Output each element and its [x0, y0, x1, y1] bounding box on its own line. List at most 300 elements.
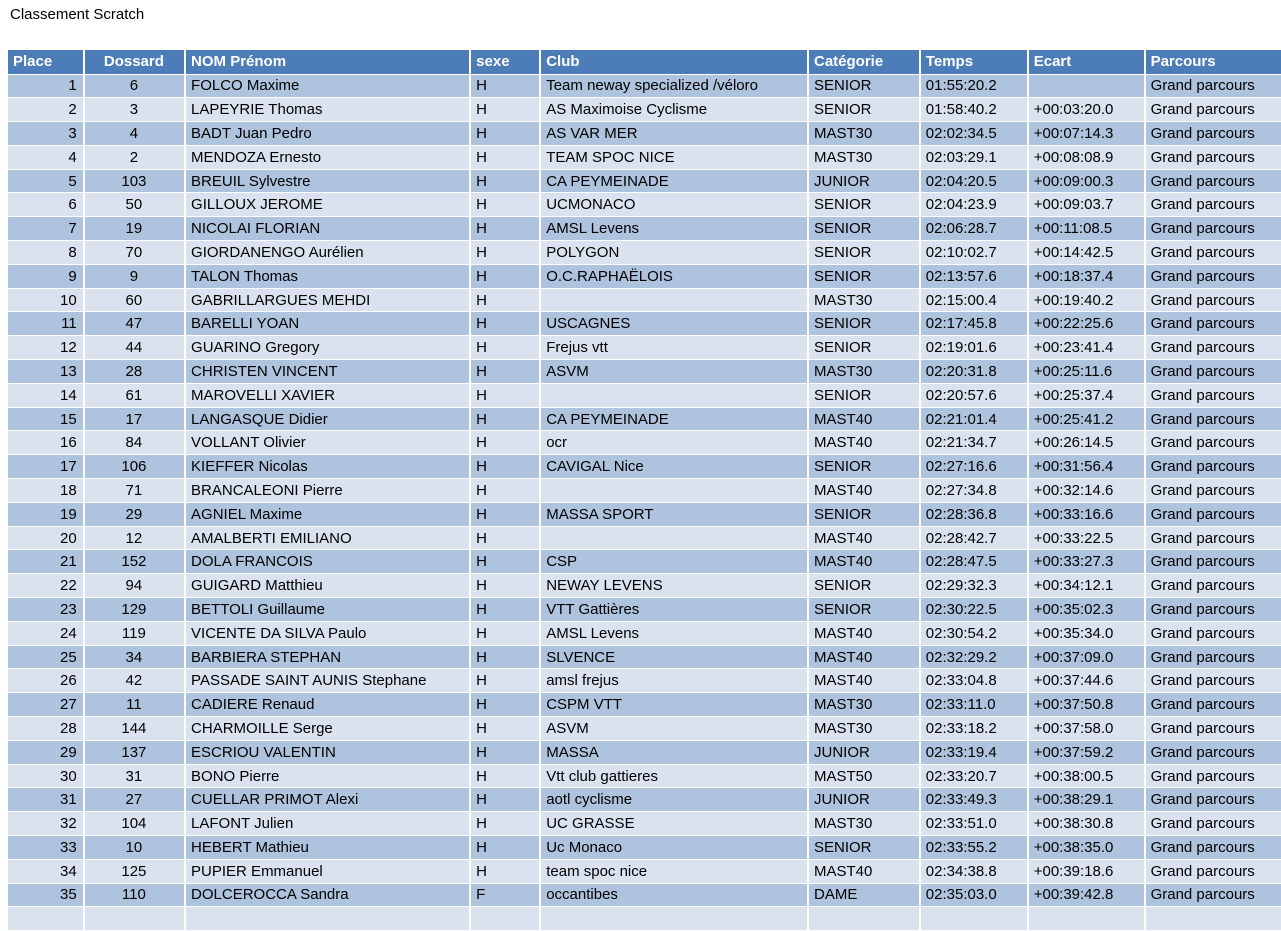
- table-row: [8, 217, 1281, 241]
- cell-dossard: 17: [84, 407, 185, 431]
- cell-ecart: +00:25:41.2: [1028, 407, 1145, 431]
- cell-sexe: H: [470, 217, 540, 241]
- cell-sexe: H: [470, 645, 540, 669]
- cell-dossard: 10: [84, 836, 185, 860]
- cell-ecart: +00:33:22.5: [1028, 526, 1145, 550]
- cell-ecart: +00:38:00.5: [1028, 764, 1145, 788]
- cell-nom_prenom: GUIGARD Matthieu: [185, 574, 470, 598]
- cell-parcours: Grand parcours: [1145, 145, 1281, 169]
- cell-ecart: +00:25:11.6: [1028, 360, 1145, 384]
- header-row: [8, 50, 1281, 74]
- cell-temps: 02:21:01.4: [920, 407, 1028, 431]
- header-cell-dossard: Dossard: [84, 50, 185, 74]
- cell-nom_prenom: PASSADE SAINT AUNIS Stephane: [185, 669, 470, 693]
- cell-dossard: 29: [84, 502, 185, 526]
- cell-dossard: 3: [84, 98, 185, 122]
- cell-ecart: +00:38:35.0: [1028, 836, 1145, 860]
- table-row: [8, 312, 1281, 336]
- cell-parcours: Grand parcours: [1145, 169, 1281, 193]
- cell-dossard: 50: [84, 193, 185, 217]
- cell-club: TEAM SPOC NICE: [540, 145, 808, 169]
- cell-categorie: MAST30: [808, 145, 920, 169]
- cell-club: CSPM VTT: [540, 693, 808, 717]
- cell-club: team spoc nice: [540, 859, 808, 883]
- cell-parcours: Grand parcours: [1145, 764, 1281, 788]
- cell-place: 15: [8, 407, 84, 431]
- cell-ecart: +00:25:37.4: [1028, 383, 1145, 407]
- table-row: [8, 383, 1281, 407]
- cell-ecart: +00:39:42.8: [1028, 883, 1145, 907]
- cell-sexe: H: [470, 455, 540, 479]
- cell-parcours: Grand parcours: [1145, 812, 1281, 836]
- cell-place: 31: [8, 788, 84, 812]
- cell-categorie: SENIOR: [808, 502, 920, 526]
- cell-temps: 02:28:42.7: [920, 526, 1028, 550]
- cell-temps: 02:04:20.5: [920, 169, 1028, 193]
- cell-club: O.C.RAPHAËLOIS: [540, 264, 808, 288]
- cell-sexe: H: [470, 122, 540, 146]
- cell-place: 23: [8, 598, 84, 622]
- cell-sexe: H: [470, 336, 540, 360]
- cell-ecart: +00:34:12.1: [1028, 574, 1145, 598]
- cell-temps: 02:03:29.1: [920, 145, 1028, 169]
- cell-nom_prenom: CHRISTEN VINCENT: [185, 360, 470, 384]
- cell-dossard: 152: [84, 550, 185, 574]
- cell-dossard: 6: [84, 74, 185, 98]
- table-row: [8, 479, 1281, 503]
- cell-nom_prenom: GILLOUX JEROME: [185, 193, 470, 217]
- cell-club: [540, 288, 808, 312]
- cell-club: Team neway specialized /véloro: [540, 74, 808, 98]
- cell-temps: 02:27:16.6: [920, 455, 1028, 479]
- cell-nom_prenom: DOLA FRANCOIS: [185, 550, 470, 574]
- cell-parcours: Grand parcours: [1145, 740, 1281, 764]
- cell-dossard: 4: [84, 122, 185, 146]
- cell-club: AS VAR MER: [540, 122, 808, 146]
- cell-parcours: Grand parcours: [1145, 788, 1281, 812]
- cell-parcours: Grand parcours: [1145, 122, 1281, 146]
- cell-sexe: H: [470, 812, 540, 836]
- cell-dossard: 129: [84, 598, 185, 622]
- cell-ecart: +00:37:44.6: [1028, 669, 1145, 693]
- cell-place: 16: [8, 431, 84, 455]
- cell-place: 34: [8, 859, 84, 883]
- cell-dossard: 61: [84, 383, 185, 407]
- cell-temps: 02:06:28.7: [920, 217, 1028, 241]
- cell-categorie: DAME: [808, 883, 920, 907]
- cell-sexe: H: [470, 836, 540, 860]
- cell-nom_prenom: NICOLAI FLORIAN: [185, 217, 470, 241]
- cell-dossard: 119: [84, 621, 185, 645]
- header-cell-club: Club: [540, 50, 808, 74]
- cell-categorie: MAST30: [808, 693, 920, 717]
- cell-ecart: +00:37:50.8: [1028, 693, 1145, 717]
- cell-club: ASVM: [540, 360, 808, 384]
- cell-empty: [470, 907, 540, 931]
- cell-nom_prenom: BARELLI YOAN: [185, 312, 470, 336]
- cell-club: Vtt club gattieres: [540, 764, 808, 788]
- cell-parcours: Grand parcours: [1145, 360, 1281, 384]
- cell-nom_prenom: ESCRIOU VALENTIN: [185, 740, 470, 764]
- cell-categorie: SENIOR: [808, 836, 920, 860]
- results-table: [8, 50, 1281, 931]
- cell-empty: [84, 907, 185, 931]
- cell-temps: 02:30:22.5: [920, 598, 1028, 622]
- cell-ecart: +00:26:14.5: [1028, 431, 1145, 455]
- cell-ecart: +00:37:59.2: [1028, 740, 1145, 764]
- cell-place: 18: [8, 479, 84, 503]
- table-row: [8, 502, 1281, 526]
- cell-categorie: MAST30: [808, 812, 920, 836]
- cell-parcours: Grand parcours: [1145, 217, 1281, 241]
- cell-temps: 01:55:20.2: [920, 74, 1028, 98]
- cell-club: CSP: [540, 550, 808, 574]
- cell-place: 24: [8, 621, 84, 645]
- cell-club: occantibes: [540, 883, 808, 907]
- cell-club: MASSA: [540, 740, 808, 764]
- cell-ecart: +00:38:30.8: [1028, 812, 1145, 836]
- cell-parcours: Grand parcours: [1145, 193, 1281, 217]
- cell-sexe: H: [470, 598, 540, 622]
- cell-place: 22: [8, 574, 84, 598]
- cell-place: 26: [8, 669, 84, 693]
- table-row: [8, 621, 1281, 645]
- cell-dossard: 60: [84, 288, 185, 312]
- cell-club: VTT Gattières: [540, 598, 808, 622]
- cell-sexe: H: [470, 288, 540, 312]
- table-row: [8, 431, 1281, 455]
- cell-categorie: SENIOR: [808, 74, 920, 98]
- cell-parcours: Grand parcours: [1145, 526, 1281, 550]
- cell-parcours: Grand parcours: [1145, 288, 1281, 312]
- cell-sexe: H: [470, 383, 540, 407]
- cell-categorie: SENIOR: [808, 98, 920, 122]
- table-row: [8, 360, 1281, 384]
- cell-ecart: [1028, 74, 1145, 98]
- cell-club: amsl frejus: [540, 669, 808, 693]
- cell-ecart: +00:11:08.5: [1028, 217, 1145, 241]
- cell-club: [540, 383, 808, 407]
- cell-place: 25: [8, 645, 84, 669]
- cell-sexe: H: [470, 526, 540, 550]
- cell-sexe: H: [470, 764, 540, 788]
- cell-parcours: Grand parcours: [1145, 883, 1281, 907]
- cell-temps: 02:30:54.2: [920, 621, 1028, 645]
- cell-sexe: H: [470, 360, 540, 384]
- header-cell-nom_prenom: NOM Prénom: [185, 50, 470, 74]
- cell-temps: 02:13:57.6: [920, 264, 1028, 288]
- cell-categorie: MAST40: [808, 431, 920, 455]
- cell-parcours: Grand parcours: [1145, 859, 1281, 883]
- cell-club: SLVENCE: [540, 645, 808, 669]
- cell-temps: 02:33:18.2: [920, 717, 1028, 741]
- cell-nom_prenom: MENDOZA Ernesto: [185, 145, 470, 169]
- cell-temps: 02:04:23.9: [920, 193, 1028, 217]
- cell-parcours: Grand parcours: [1145, 74, 1281, 98]
- cell-nom_prenom: AMALBERTI EMILIANO: [185, 526, 470, 550]
- cell-nom_prenom: BADT Juan Pedro: [185, 122, 470, 146]
- cell-club: POLYGON: [540, 241, 808, 265]
- cell-parcours: Grand parcours: [1145, 621, 1281, 645]
- cell-place: 6: [8, 193, 84, 217]
- header-cell-temps: Temps: [920, 50, 1028, 74]
- table-row: [8, 122, 1281, 146]
- cell-empty: [185, 907, 470, 931]
- cell-dossard: 34: [84, 645, 185, 669]
- cell-temps: 02:35:03.0: [920, 883, 1028, 907]
- cell-categorie: SENIOR: [808, 455, 920, 479]
- cell-categorie: MAST40: [808, 407, 920, 431]
- cell-empty: [540, 907, 808, 931]
- table-row: [8, 836, 1281, 860]
- cell-nom_prenom: CADIERE Renaud: [185, 693, 470, 717]
- table-header: [8, 50, 1281, 74]
- cell-nom_prenom: VICENTE DA SILVA Paulo: [185, 621, 470, 645]
- cell-dossard: 42: [84, 669, 185, 693]
- cell-parcours: Grand parcours: [1145, 693, 1281, 717]
- cell-dossard: 12: [84, 526, 185, 550]
- cell-categorie: MAST40: [808, 526, 920, 550]
- cell-ecart: +00:33:27.3: [1028, 550, 1145, 574]
- cell-nom_prenom: TALON Thomas: [185, 264, 470, 288]
- cell-categorie: SENIOR: [808, 264, 920, 288]
- table-row: [8, 407, 1281, 431]
- table-row: [8, 550, 1281, 574]
- cell-ecart: +00:35:34.0: [1028, 621, 1145, 645]
- cell-parcours: Grand parcours: [1145, 312, 1281, 336]
- cell-club: Uc Monaco: [540, 836, 808, 860]
- cell-categorie: SENIOR: [808, 241, 920, 265]
- cell-sexe: H: [470, 693, 540, 717]
- cell-sexe: H: [470, 502, 540, 526]
- cell-temps: 02:21:34.7: [920, 431, 1028, 455]
- cell-sexe: H: [470, 193, 540, 217]
- cell-parcours: Grand parcours: [1145, 383, 1281, 407]
- cell-place: 13: [8, 360, 84, 384]
- cell-parcours: Grand parcours: [1145, 502, 1281, 526]
- cell-ecart: +00:37:58.0: [1028, 717, 1145, 741]
- cell-club: AS Maximoise Cyclisme: [540, 98, 808, 122]
- partial-row: [8, 907, 1281, 931]
- cell-club: [540, 479, 808, 503]
- cell-categorie: SENIOR: [808, 574, 920, 598]
- cell-categorie: MAST30: [808, 360, 920, 384]
- table-row: [8, 812, 1281, 836]
- cell-temps: 02:33:55.2: [920, 836, 1028, 860]
- cell-club: ocr: [540, 431, 808, 455]
- cell-ecart: +00:19:40.2: [1028, 288, 1145, 312]
- cell-parcours: Grand parcours: [1145, 645, 1281, 669]
- cell-temps: 02:17:45.8: [920, 312, 1028, 336]
- cell-categorie: MAST40: [808, 669, 920, 693]
- cell-dossard: 84: [84, 431, 185, 455]
- cell-temps: 02:33:49.3: [920, 788, 1028, 812]
- cell-nom_prenom: FOLCO Maxime: [185, 74, 470, 98]
- cell-nom_prenom: GIORDANENGO Aurélien: [185, 241, 470, 265]
- cell-club: UC GRASSE: [540, 812, 808, 836]
- cell-categorie: JUNIOR: [808, 169, 920, 193]
- table-row: [8, 74, 1281, 98]
- cell-temps: 02:33:19.4: [920, 740, 1028, 764]
- cell-nom_prenom: PUPIER Emmanuel: [185, 859, 470, 883]
- cell-ecart: +00:18:37.4: [1028, 264, 1145, 288]
- cell-dossard: 19: [84, 217, 185, 241]
- header-cell-parcours: Parcours: [1145, 50, 1281, 74]
- cell-categorie: SENIOR: [808, 312, 920, 336]
- cell-place: 2: [8, 98, 84, 122]
- table-row: [8, 740, 1281, 764]
- cell-temps: 02:15:00.4: [920, 288, 1028, 312]
- page-title: Classement Scratch: [10, 6, 145, 23]
- cell-place: 33: [8, 836, 84, 860]
- cell-sexe: H: [470, 669, 540, 693]
- table-row: [8, 669, 1281, 693]
- cell-temps: 02:33:51.0: [920, 812, 1028, 836]
- cell-categorie: JUNIOR: [808, 740, 920, 764]
- cell-nom_prenom: BREUIL Sylvestre: [185, 169, 470, 193]
- cell-parcours: Grand parcours: [1145, 336, 1281, 360]
- cell-nom_prenom: BARBIERA STEPHAN: [185, 645, 470, 669]
- table-row: [8, 145, 1281, 169]
- cell-parcours: Grand parcours: [1145, 455, 1281, 479]
- cell-sexe: H: [470, 241, 540, 265]
- cell-club: USCAGNES: [540, 312, 808, 336]
- table-row: [8, 717, 1281, 741]
- cell-ecart: +00:08:08.9: [1028, 145, 1145, 169]
- table-row: [8, 574, 1281, 598]
- cell-dossard: 47: [84, 312, 185, 336]
- table-row: [8, 693, 1281, 717]
- cell-ecart: +00:39:18.6: [1028, 859, 1145, 883]
- cell-parcours: Grand parcours: [1145, 550, 1281, 574]
- cell-categorie: MAST30: [808, 288, 920, 312]
- cell-parcours: Grand parcours: [1145, 98, 1281, 122]
- cell-place: 35: [8, 883, 84, 907]
- cell-ecart: +00:22:25.6: [1028, 312, 1145, 336]
- cell-place: 3: [8, 122, 84, 146]
- cell-place: 21: [8, 550, 84, 574]
- cell-nom_prenom: MAROVELLI XAVIER: [185, 383, 470, 407]
- cell-categorie: MAST50: [808, 764, 920, 788]
- cell-temps: 02:33:04.8: [920, 669, 1028, 693]
- cell-nom_prenom: LAFONT Julien: [185, 812, 470, 836]
- cell-parcours: Grand parcours: [1145, 431, 1281, 455]
- cell-place: 20: [8, 526, 84, 550]
- cell-empty: [1028, 907, 1145, 931]
- cell-nom_prenom: AGNIEL Maxime: [185, 502, 470, 526]
- table-row: [8, 169, 1281, 193]
- cell-categorie: JUNIOR: [808, 788, 920, 812]
- cell-temps: 02:32:29.2: [920, 645, 1028, 669]
- cell-dossard: 44: [84, 336, 185, 360]
- cell-sexe: H: [470, 74, 540, 98]
- cell-dossard: 110: [84, 883, 185, 907]
- cell-dossard: 94: [84, 574, 185, 598]
- cell-parcours: Grand parcours: [1145, 241, 1281, 265]
- cell-place: 12: [8, 336, 84, 360]
- cell-dossard: 106: [84, 455, 185, 479]
- table-row: [8, 883, 1281, 907]
- cell-dossard: 144: [84, 717, 185, 741]
- cell-ecart: +00:09:03.7: [1028, 193, 1145, 217]
- header-cell-categorie: Catégorie: [808, 50, 920, 74]
- cell-place: 5: [8, 169, 84, 193]
- cell-temps: 02:33:11.0: [920, 693, 1028, 717]
- cell-club: Frejus vtt: [540, 336, 808, 360]
- cell-dossard: 11: [84, 693, 185, 717]
- cell-categorie: SENIOR: [808, 193, 920, 217]
- cell-temps: 02:20:31.8: [920, 360, 1028, 384]
- cell-place: 19: [8, 502, 84, 526]
- cell-sexe: H: [470, 479, 540, 503]
- cell-dossard: 27: [84, 788, 185, 812]
- cell-nom_prenom: LANGASQUE Didier: [185, 407, 470, 431]
- cell-place: 30: [8, 764, 84, 788]
- cell-sexe: H: [470, 312, 540, 336]
- cell-sexe: H: [470, 574, 540, 598]
- cell-temps: 02:10:02.7: [920, 241, 1028, 265]
- cell-club: ASVM: [540, 717, 808, 741]
- cell-categorie: MAST40: [808, 621, 920, 645]
- cell-place: 32: [8, 812, 84, 836]
- cell-categorie: MAST30: [808, 717, 920, 741]
- cell-club: [540, 526, 808, 550]
- cell-categorie: MAST40: [808, 645, 920, 669]
- cell-nom_prenom: GUARINO Gregory: [185, 336, 470, 360]
- cell-place: 17: [8, 455, 84, 479]
- cell-categorie: MAST30: [808, 122, 920, 146]
- cell-parcours: Grand parcours: [1145, 574, 1281, 598]
- cell-parcours: Grand parcours: [1145, 598, 1281, 622]
- cell-nom_prenom: GABRILLARGUES MEHDI: [185, 288, 470, 312]
- cell-place: 14: [8, 383, 84, 407]
- cell-ecart: +00:38:29.1: [1028, 788, 1145, 812]
- cell-parcours: Grand parcours: [1145, 717, 1281, 741]
- table-row: [8, 98, 1281, 122]
- cell-club: UCMONACO: [540, 193, 808, 217]
- cell-place: 29: [8, 740, 84, 764]
- cell-categorie: SENIOR: [808, 383, 920, 407]
- cell-ecart: +00:23:41.4: [1028, 336, 1145, 360]
- cell-dossard: 28: [84, 360, 185, 384]
- table-row: [8, 526, 1281, 550]
- cell-ecart: +00:31:56.4: [1028, 455, 1145, 479]
- table-row: [8, 598, 1281, 622]
- cell-categorie: MAST40: [808, 859, 920, 883]
- cell-club: aotl cyclisme: [540, 788, 808, 812]
- cell-dossard: 71: [84, 479, 185, 503]
- header-cell-sexe: sexe: [470, 50, 540, 74]
- cell-dossard: 104: [84, 812, 185, 836]
- cell-parcours: Grand parcours: [1145, 479, 1281, 503]
- cell-dossard: 70: [84, 241, 185, 265]
- cell-ecart: +00:32:14.6: [1028, 479, 1145, 503]
- cell-ecart: +00:09:00.3: [1028, 169, 1145, 193]
- cell-place: 7: [8, 217, 84, 241]
- cell-dossard: 31: [84, 764, 185, 788]
- cell-parcours: Grand parcours: [1145, 836, 1281, 860]
- cell-place: 27: [8, 693, 84, 717]
- cell-ecart: +00:07:14.3: [1028, 122, 1145, 146]
- cell-club: AMSL Levens: [540, 621, 808, 645]
- cell-ecart: +00:37:09.0: [1028, 645, 1145, 669]
- cell-temps: 02:34:38.8: [920, 859, 1028, 883]
- cell-sexe: H: [470, 859, 540, 883]
- cell-nom_prenom: CUELLAR PRIMOT Alexi: [185, 788, 470, 812]
- cell-temps: 02:20:57.6: [920, 383, 1028, 407]
- cell-empty: [920, 907, 1028, 931]
- cell-place: 9: [8, 264, 84, 288]
